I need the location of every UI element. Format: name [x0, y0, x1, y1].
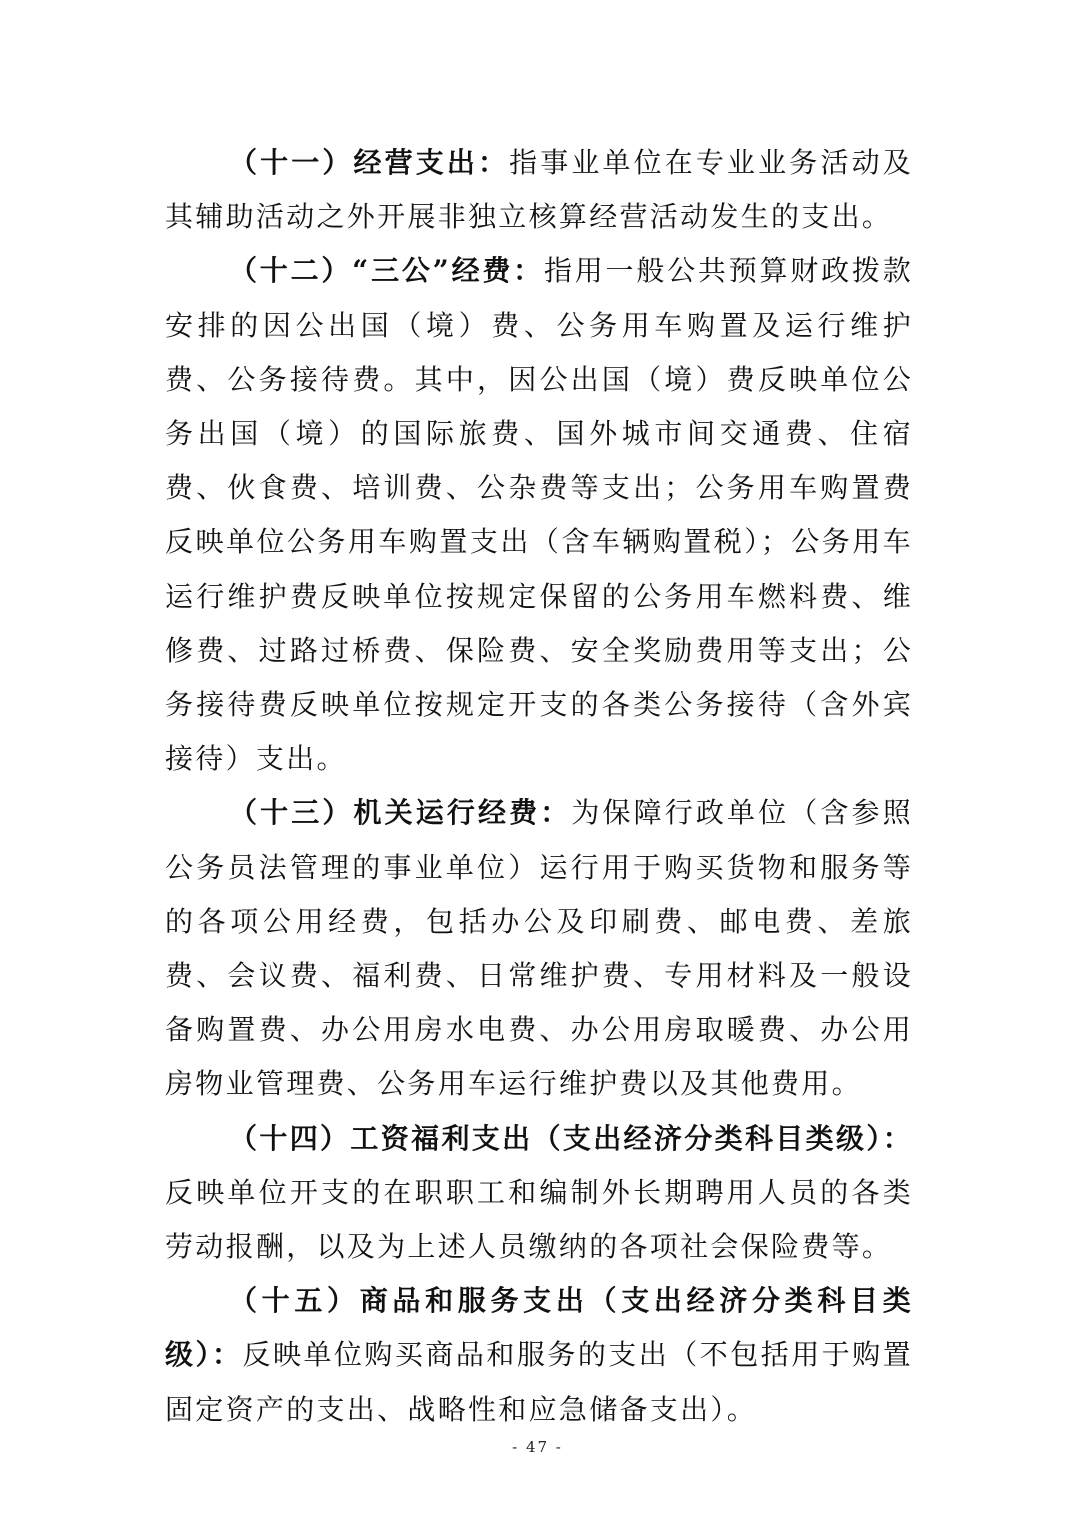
- page-number: - 47 -: [512, 1438, 563, 1456]
- paragraph-heading: （十三）机关运行经费：: [229, 796, 572, 830]
- paragraph-agency-operating-funds: [165, 786, 913, 1111]
- paragraph-heading: （十二）“三公”经费：: [229, 254, 544, 288]
- paragraph-three-public-expenses: [165, 244, 913, 786]
- paragraph-text: 为保障行政单位（含参照公务员法管理的事业单位）运行用于购买货物和服务等的各项公用经费，包括办公及印刷费、邮电费、差旅费、会议费、福利费、日常维护费、专用材料及一般设备购置费、办公用房水电费、办公用房取暖费、办公用房物业管理费、公务用车运行维护费以及其他费用。: [165, 796, 913, 1101]
- paragraph-wages-welfare: [165, 1112, 913, 1275]
- paragraph-text: 指用一般公共预算财政拨款安排的因公出国（境）费、公务用车购置及运行维护费、公务接待费。其中，因公出国（境）费反映单位公务出国（境）的国际旅费、国外城市间交通费、住宿费、伙食费、培训费、公杂费等支出；公务用车购置费反映单位公务用车购置支出（含车辆购置税）；公务用车运行维护费反映单位按规定保留的公务用车燃料费、维修费、过路过桥费、保险费、安全奖励费用等支出；公务接待费反映单位按规定开支的各类公务接待（含外宾接待）支出。: [165, 254, 913, 776]
- paragraph-goods-services: [165, 1274, 913, 1437]
- paragraph-heading: （十一）经营支出：: [229, 146, 510, 179]
- paragraph-operating-expenses: [165, 136, 913, 244]
- document-body: [165, 136, 913, 1437]
- paragraph-text: 反映单位开支的在职职工和编制外长期聘用人员的各类劳动报酬，以及为上述人员缴纳的各项社会保险费等。: [165, 1175, 913, 1264]
- paragraph-text: 指事业单位在专业业务活动及其辅助活动之外开展非独立核算经营活动发生的支出。: [165, 146, 913, 234]
- paragraph-heading: （十五）商品和服务支出（支出经济分类科目类级）：: [165, 1284, 913, 1372]
- paragraph-text: 反映单位购买商品和服务的支出（不包括用于购置固定资产的支出、战略性和应急储备支出）。: [165, 1338, 913, 1426]
- paragraph-heading: （十四）工资福利支出（支出经济分类科目类级）：: [229, 1121, 913, 1155]
